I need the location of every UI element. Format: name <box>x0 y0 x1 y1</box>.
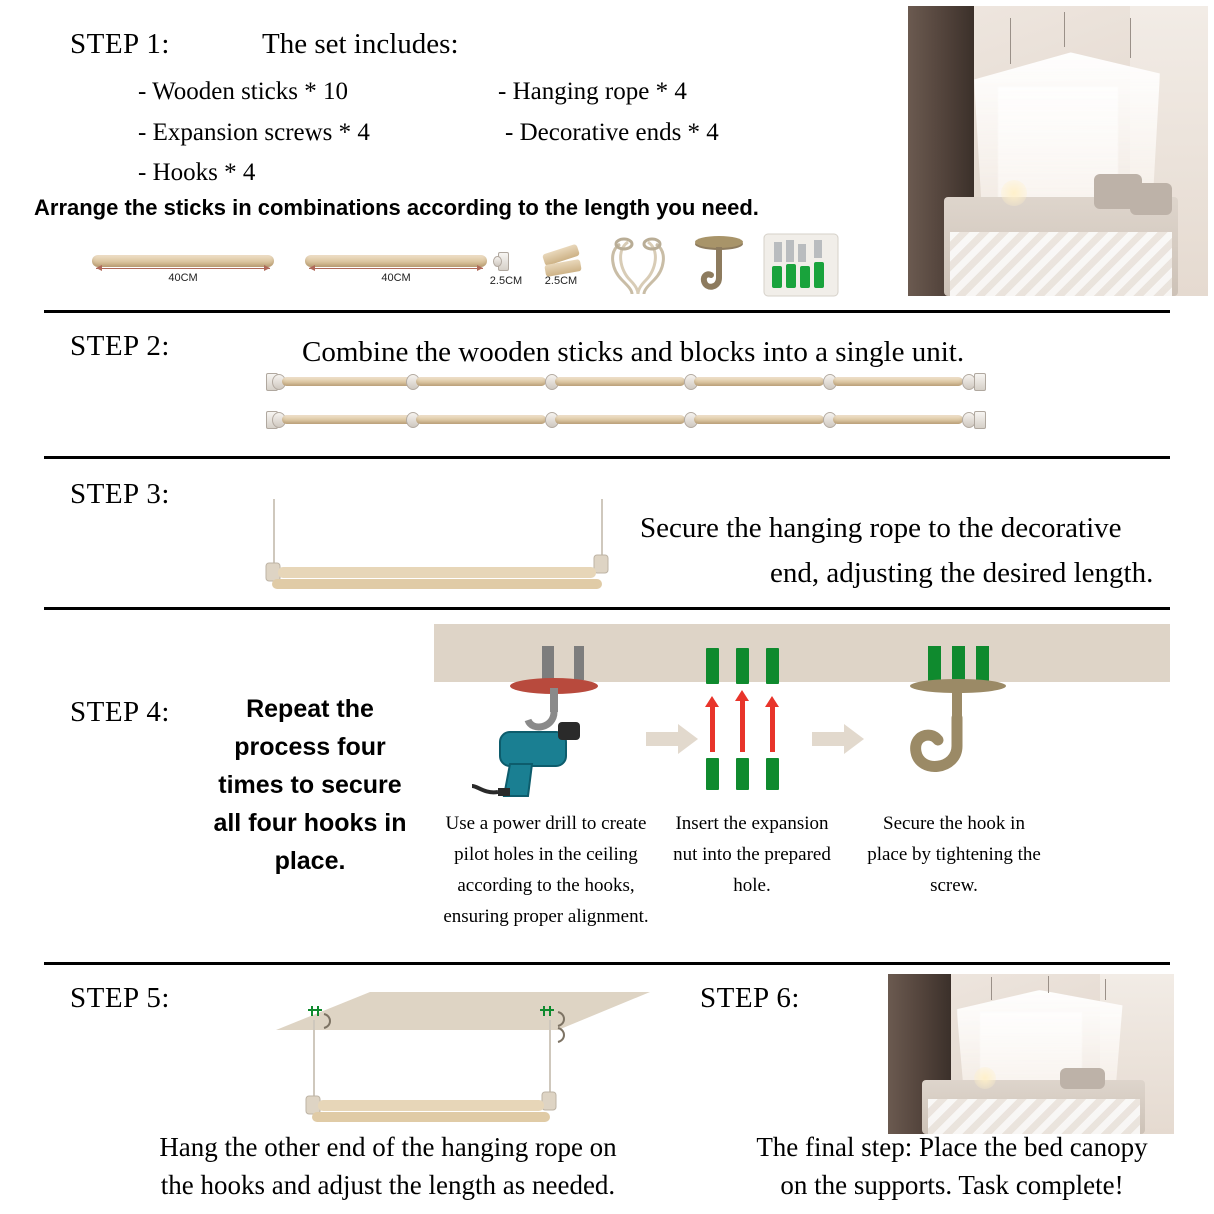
step-4-caption-0: Use a power drill to create pilot holes in the ceiling according to the hooks, ensuring proper alignment. <box>443 813 649 927</box>
dim-arrow-1 <box>96 268 270 269</box>
step-4-caption-2: Secure the hook in place by tightening the screw. <box>867 813 1041 896</box>
dim-label-1: 40CM <box>168 272 198 284</box>
hook-icon <box>690 234 748 298</box>
screw-pack-icon <box>762 232 840 298</box>
divider-4 <box>44 962 1170 965</box>
step-2-text: Combine the wooden sticks and blocks into a single unit. <box>302 336 965 368</box>
dim-label-2: 40CM <box>381 272 411 284</box>
rope-icon <box>604 236 676 298</box>
part-wooden-stick-1 <box>92 255 274 267</box>
divider-3 <box>44 607 1170 610</box>
step-6-caption-line2: on the supports. Task complete! <box>780 1170 1124 1200</box>
step-1-label: STEP 1: <box>70 28 170 60</box>
step-3-text-line1: Secure the hanging rope to the decorative <box>640 512 1122 544</box>
dim-arrow-2 <box>309 268 483 269</box>
step-3-label: STEP 3: <box>70 478 170 510</box>
step-5-diagram <box>258 984 658 1140</box>
hook-secured-illustration <box>876 636 1036 796</box>
step-4-note: Repeat the process four times to secure all four hooks in place. <box>213 695 407 875</box>
canopy-photo-installed <box>908 6 1208 296</box>
drill-illustration <box>470 636 640 804</box>
step-1-item-1: - Expansion screws * 4 <box>138 119 370 146</box>
flow-arrow-2 <box>812 722 866 756</box>
step-4-caption-1: Insert the expansion nut into the prepared hole. <box>673 813 831 896</box>
step-1-item-3: - Hanging rope * 4 <box>498 78 687 105</box>
step-1-item-2: - Hooks * 4 <box>138 159 256 186</box>
step-3-diagram <box>250 495 620 595</box>
part-wooden-stick-2 <box>305 255 487 267</box>
flow-arrow-1 <box>646 722 700 756</box>
step-5-label: STEP 5: <box>70 982 170 1014</box>
divider-1 <box>44 310 1170 313</box>
step-1-item-4: - Decorative ends * 4 <box>505 119 719 146</box>
step-5-caption-line2: the hooks and adjust the length as needed. <box>160 1170 616 1200</box>
dim-label-4: 2.5CM <box>544 275 578 287</box>
step-3-text-line2: end, adjusting the desired length. <box>770 557 1154 589</box>
step-1-item-0: - Wooden sticks * 10 <box>138 78 349 105</box>
canopy-photo-final <box>888 974 1174 1134</box>
step-6-caption-line1: The final step: Place the bed canopy <box>756 1132 1148 1162</box>
divider-2 <box>44 456 1170 459</box>
step-2-label: STEP 2: <box>70 330 170 362</box>
step-1-title: The set includes: <box>262 28 459 60</box>
step-5-caption-line1: Hang the other end of the hanging rope on <box>159 1132 617 1162</box>
part-decorative-end-cap <box>493 256 502 267</box>
step-4-label: STEP 4: <box>70 696 170 728</box>
step-1-note: Arrange the sticks in combinations according to the length you need. <box>34 195 759 220</box>
step-6-label: STEP 6: <box>700 982 800 1014</box>
dim-label-3: 2.5CM <box>489 275 523 287</box>
